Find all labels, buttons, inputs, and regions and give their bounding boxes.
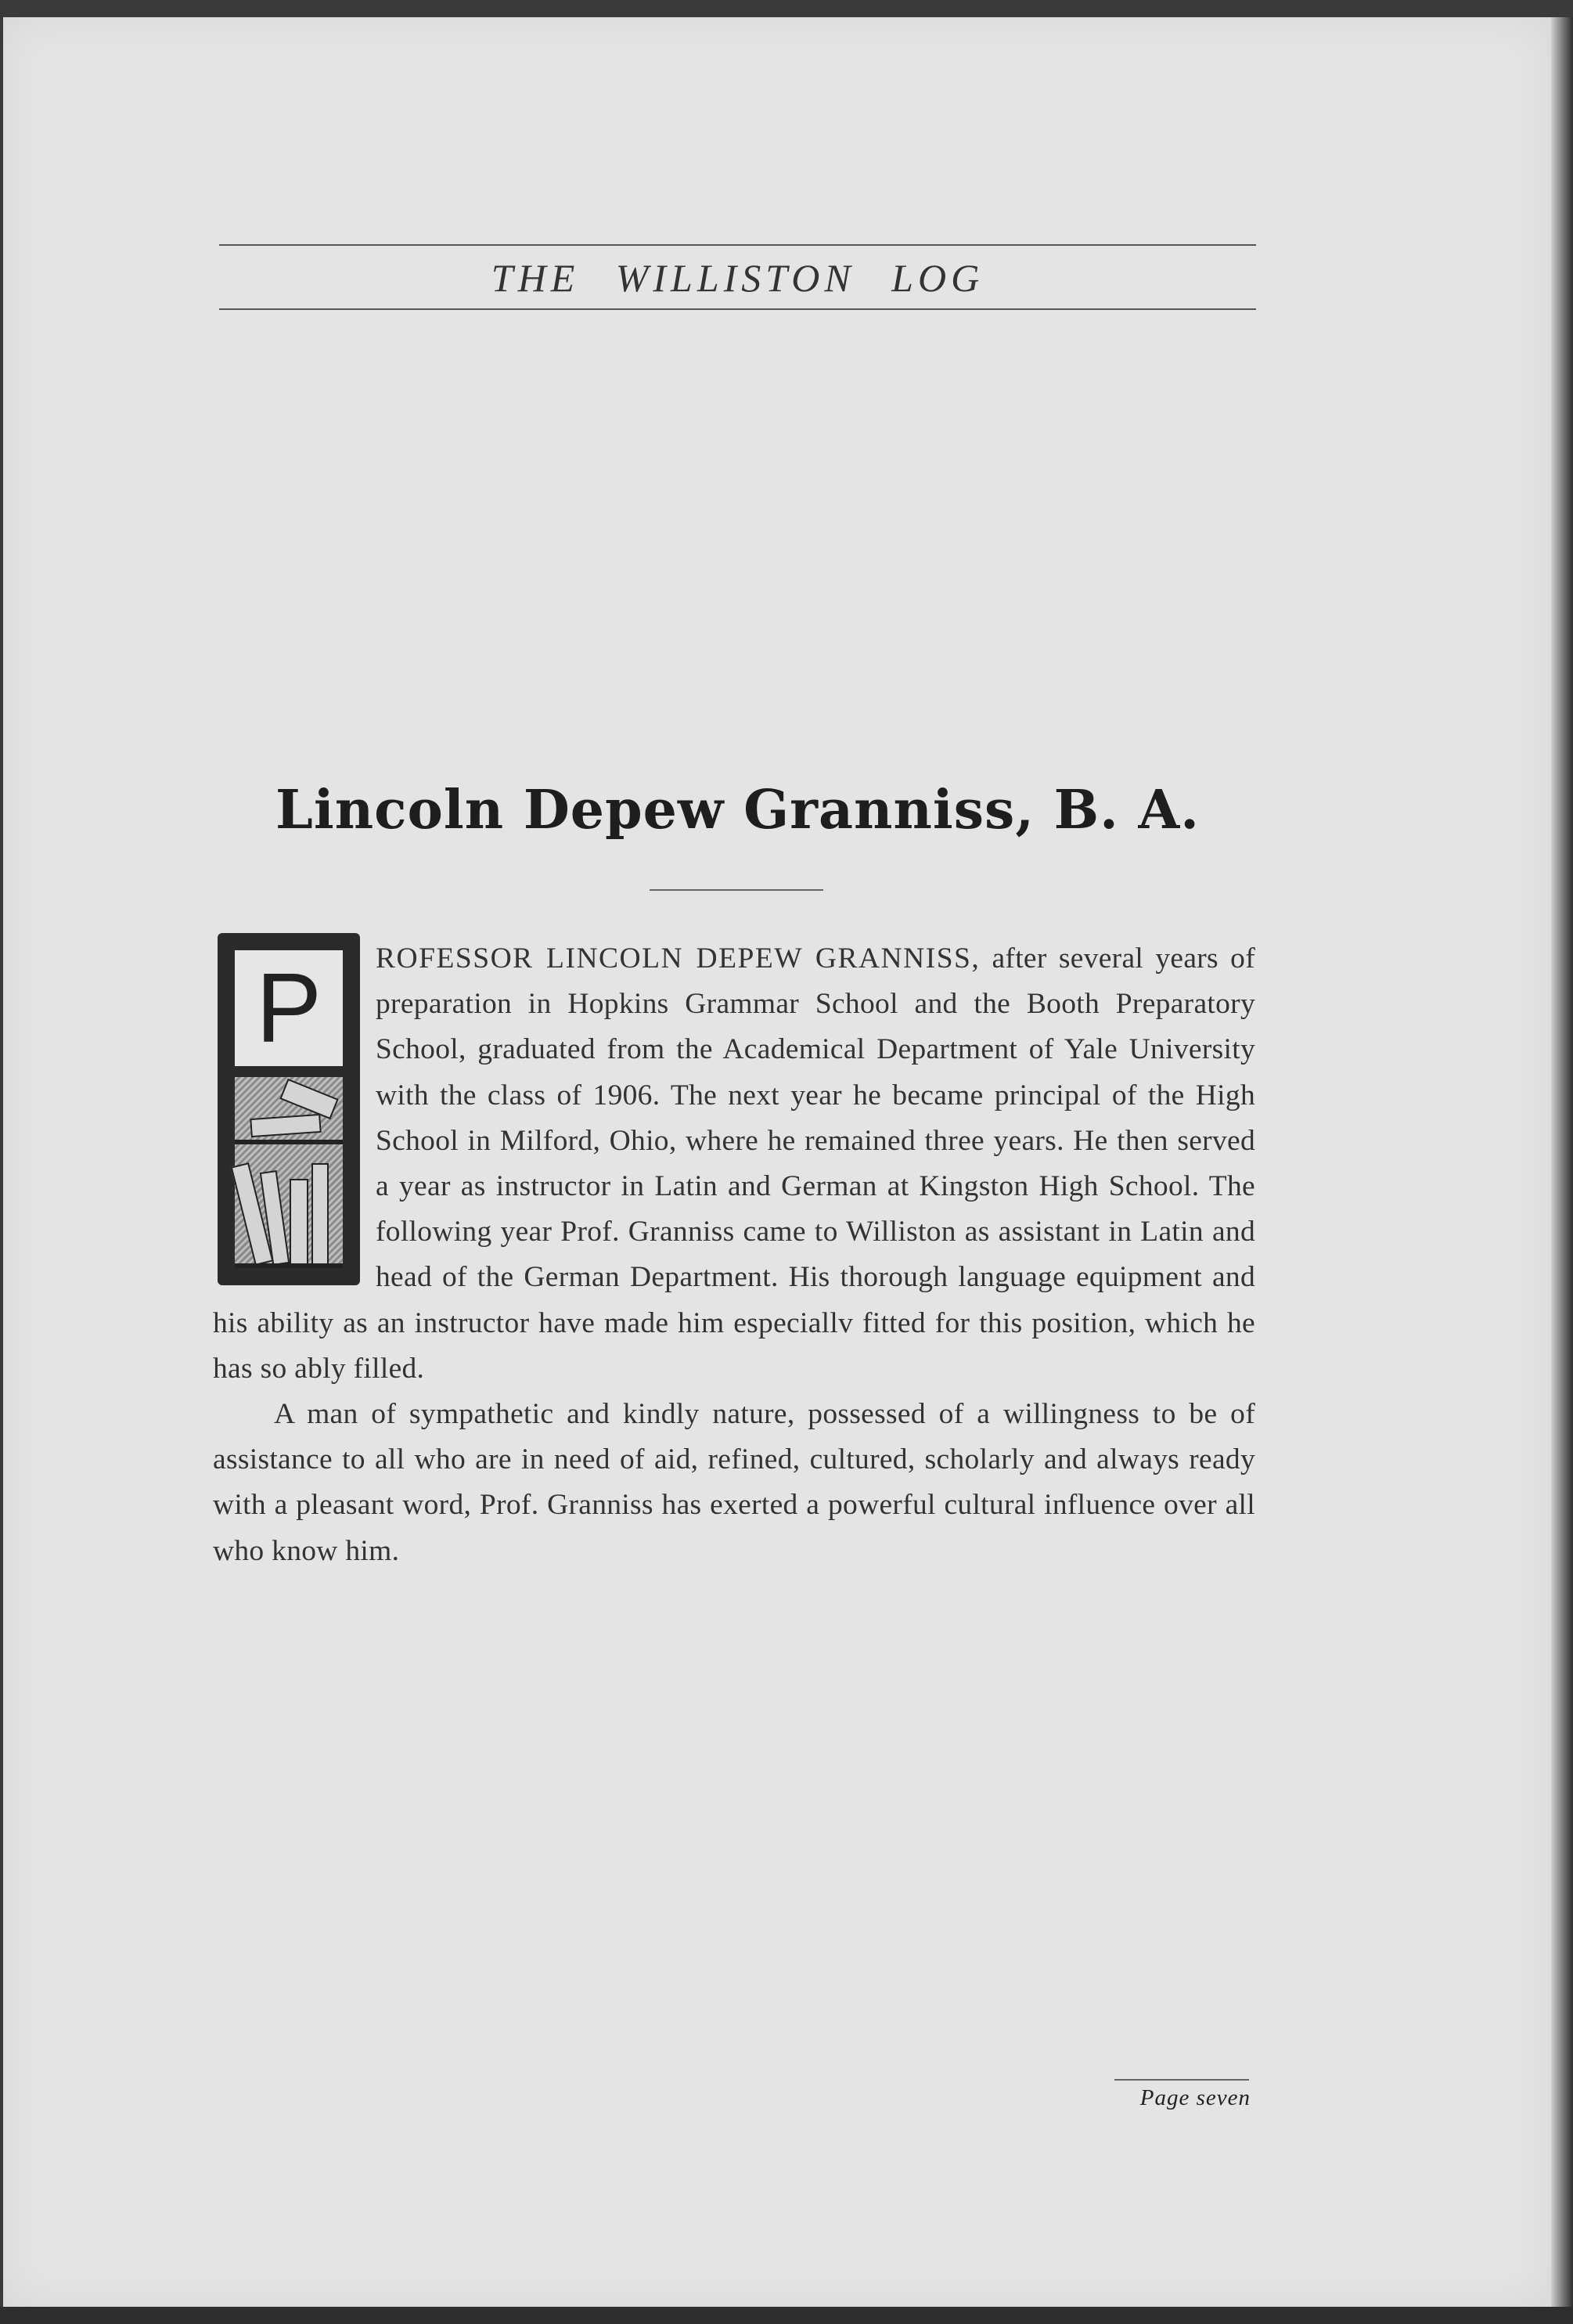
heading-divider bbox=[650, 889, 823, 891]
running-header-title: THE WILLISTON LOG bbox=[491, 256, 984, 300]
article-heading: Lincoln Depew Granniss, B. A. bbox=[275, 779, 1200, 841]
paragraph-1-text: after several years of preparation in Hopkins Grammar School and the Booth Preparatory School, graduated from the Academical Department of Yale University with the class of 1906. The next year he became principal of the High School in Milford, Ohio, where he remained three years. He then served a year as instructor in Latin and German at Kingston High School. The following year Prof. Granniss came to Williston as assistant in Latin and head of the German Department. His thorough language equipment and his ability as an instructor have made him especiallv fitted for this position, which he has so ably filled. bbox=[213, 942, 1255, 1385]
running-header bbox=[219, 225, 1256, 319]
drop-cap-letter: P bbox=[255, 953, 322, 1063]
article-body bbox=[213, 936, 1255, 1574]
header-top-rule bbox=[219, 244, 1256, 246]
footer-rule bbox=[1114, 2079, 1249, 2081]
page-number: Page seven bbox=[1139, 2085, 1251, 2110]
paragraph-1-lead: ROFESSOR LINCOLN DEPEW GRANNISS, bbox=[376, 942, 981, 975]
header-bottom-rule bbox=[219, 308, 1256, 310]
page-bottom-edge bbox=[0, 2307, 1573, 2324]
paragraph-2: A man of sympathetic and kindly nature, possessed of a willingness to be of assistance to all who are in need of aid, refined, cultured, scholarly and always ready with a pleasant word, Prof. Granniss has exerted a powerful cultural influence over all who know him. bbox=[213, 1398, 1255, 1567]
page-edge-shadow bbox=[1551, 17, 1573, 2324]
